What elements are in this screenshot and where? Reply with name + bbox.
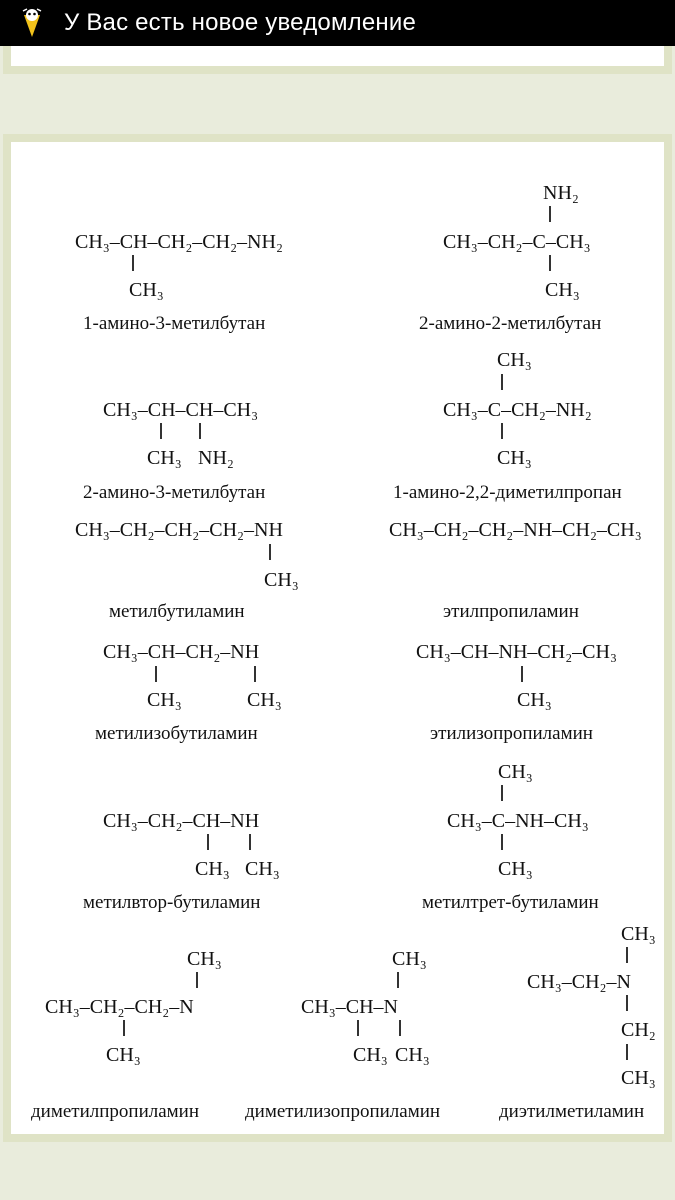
compound-12-bond-2	[399, 1020, 401, 1036]
compound-4-bond-top	[501, 374, 503, 390]
compound-2-bond-top	[549, 206, 551, 222]
compound-12-bond-1	[357, 1020, 359, 1036]
compound-4-name: 1-амино-2,2-диметилпропан	[393, 482, 622, 503]
compound-8-main: CH₃–CH–NH–CH₂–CH₃	[416, 641, 617, 663]
compound-12-main: CH₃–CH–N	[301, 996, 398, 1018]
previous-card	[3, 46, 672, 74]
compound-2-main: CH₃–CH₂–C–CH₃	[443, 231, 591, 253]
compound-12-top: CH₃	[392, 948, 427, 970]
compound-3-main: CH₃–CH–CH–CH₃	[103, 399, 259, 421]
compound-5-name: метилбутиламин	[109, 601, 245, 622]
compound-6-name: этилпропиламин	[443, 601, 579, 622]
compound-13-sub1: CH₂	[621, 1019, 656, 1041]
notification-text[interactable]: У Вас есть новое уведомление	[64, 9, 417, 36]
compound-1-sub: CH₃	[129, 279, 164, 301]
compound-1-bond	[132, 255, 134, 271]
compound-1-main: CH₃–CH–CH₂–CH₂–NH₂	[75, 231, 283, 253]
compound-9-name: метилвтор-бутиламин	[83, 892, 261, 913]
compound-4-sub: CH₃	[497, 447, 532, 469]
compound-7-bond-1	[155, 666, 157, 682]
compound-5-bond	[269, 544, 271, 560]
compound-7-main: CH₃–CH–CH₂–NH	[103, 641, 260, 663]
compound-10-bond	[501, 834, 503, 850]
compound-9-sub2: CH₃	[245, 858, 280, 880]
compound-12-sub2: CH₃	[395, 1044, 430, 1066]
compound-2-bond	[549, 255, 551, 271]
compound-12-name: диметилизопропиламин	[245, 1101, 441, 1122]
compound-3-sub2: NH₂	[198, 447, 234, 469]
compound-3-name: 2-амино-3-метилбутан	[83, 482, 266, 503]
compound-12-sub1: CH₃	[353, 1044, 388, 1066]
compound-4-main: CH₃–C–CH₂–NH₂	[443, 399, 592, 421]
compound-2-sub: CH₃	[545, 279, 580, 301]
compound-9-sub1: CH₃	[195, 858, 230, 880]
compound-2-name: 2-амино-2-метилбутан	[419, 313, 602, 334]
compound-13-name: диэтилметиламин	[499, 1101, 645, 1122]
notification-icon	[18, 7, 46, 39]
compound-10-name: метилтрет-бутиламин	[422, 892, 599, 913]
compound-6-main: CH₃–CH₂–CH₂–NH–CH₂–CH₃	[389, 519, 642, 541]
compound-11-bond-top	[196, 972, 198, 988]
compound-3-bond-1	[160, 423, 162, 439]
compound-5-main: CH₃–CH₂–CH₂–CH₂–NH	[75, 519, 283, 541]
compound-11-name: диметилпропиламин	[31, 1101, 200, 1122]
compound-8-name: этилизопропиламин	[430, 723, 593, 744]
compound-7-sub2: CH₃	[247, 689, 282, 711]
compound-3-sub1: CH₃	[147, 447, 182, 469]
compound-4-bond	[501, 423, 503, 439]
status-bar	[0, 0, 675, 46]
compound-7-name: метилизобутиламин	[95, 723, 258, 744]
compound-2-top: NH₂	[543, 182, 579, 204]
compound-13-main: CH₃–CH₂–N	[527, 971, 631, 993]
compound-13-top: CH₃	[621, 923, 656, 945]
compound-7-bond-2	[254, 666, 256, 682]
compound-5-sub: CH₃	[264, 569, 299, 591]
compound-11-top: CH₃	[187, 948, 222, 970]
compound-13-bond-top	[626, 947, 628, 963]
compound-9-main: CH₃–CH₂–CH–NH	[103, 810, 260, 832]
compound-13-bond-2	[626, 1044, 628, 1060]
compound-12-bond-top	[397, 972, 399, 988]
amines-figure	[11, 142, 664, 1134]
compound-8-bond	[521, 666, 523, 682]
compound-4-top: CH₃	[497, 349, 532, 371]
compound-10-top: CH₃	[498, 761, 533, 783]
compound-9-bond-1	[207, 834, 209, 850]
compound-8-sub: CH₃	[517, 689, 552, 711]
compound-1-name: 1-амино-3-метилбутан	[83, 313, 266, 334]
compound-11-main: CH₃–CH₂–CH₂–N	[45, 996, 194, 1018]
compound-10-main: CH₃–C–NH–CH₃	[447, 810, 589, 832]
compound-11-bond	[123, 1020, 125, 1036]
compound-11-sub: CH₃	[106, 1044, 141, 1066]
image-card	[3, 134, 672, 1142]
previous-card-content	[11, 46, 664, 66]
compound-3-bond-2	[199, 423, 201, 439]
compound-10-bond-top	[501, 785, 503, 801]
compound-9-bond-2	[249, 834, 251, 850]
compound-10-sub: CH₃	[498, 858, 533, 880]
compound-7-sub1: CH₃	[147, 689, 182, 711]
compound-13-bond-1	[626, 995, 628, 1011]
compound-13-sub2: CH₃	[621, 1067, 656, 1089]
